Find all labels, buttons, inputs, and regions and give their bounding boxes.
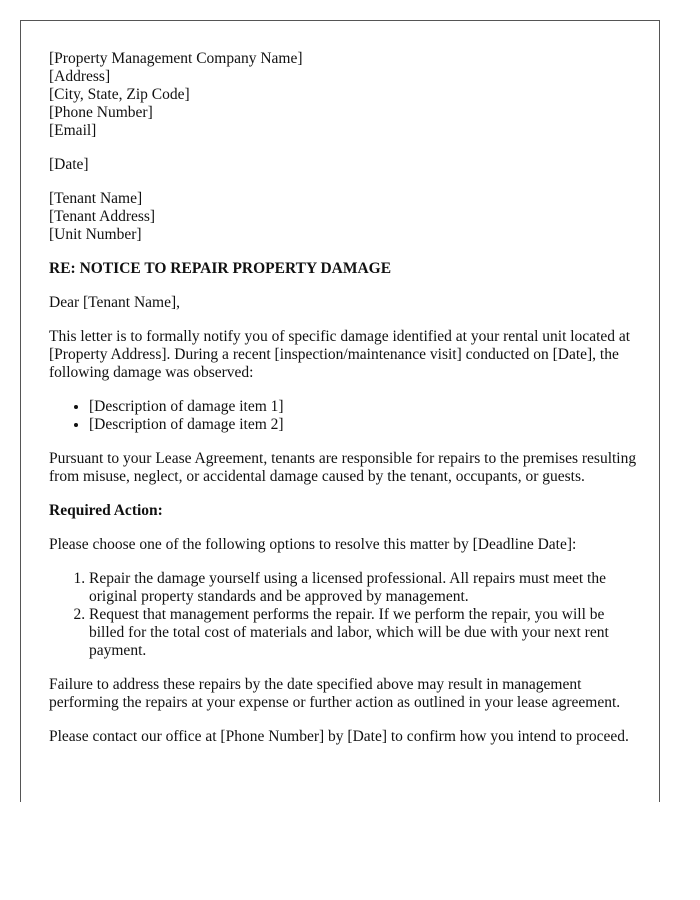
letter-page [20,20,660,802]
damage-item: • [Description of damage item 1] [89,398,639,416]
subject-line: RE: NOTICE TO REPAIR PROPERTY DAMAGE [49,260,392,277]
sender-phone: [Phone Number] [49,104,153,121]
damage-item: • [Description of damage item 2] [89,416,639,434]
options-list [49,570,639,660]
sender-email: [Email] [49,122,97,139]
required-action-heading: Required Action: [49,502,163,519]
recipient-block [49,190,639,244]
option-item: 2. Request that management performs the repair. If we perform the repair, you will be billed for the total cost of materials and labor, which will be due with your next rent payment. [89,606,639,660]
options-intro: Please choose one of the following options to resolve this matter by [Deadline Date]: [49,536,577,553]
lease-paragraph: Pursuant to your Lease Agreement, tenants are responsible for repairs to the premises resulting from misuse, neglect, or accidental damage caused by the tenant, occupants, or guests. [49,450,637,485]
failure-paragraph: Failure to address these repairs by the date specified above may result in management performing the repairs at your expense or further action as outlined in your lease agreement. [49,676,621,711]
damage-list [49,398,639,434]
salutation: Dear [Tenant Name], [49,294,181,311]
contact-paragraph: Please contact our office at [Phone Number] by [Date] to confirm how you intend to proceed. [49,728,629,745]
intro-paragraph: This letter is to formally notify you of specific damage identified at your rental unit located at [Property Address]. During a recent [inspection/maintenance visit] conducted on [Date], the following damage was observed: [49,328,631,381]
recipient-unit: [Unit Number] [49,226,142,243]
letter-body [49,50,639,762]
sender-city-state-zip: [City, State, Zip Code] [49,86,190,103]
letter-date: [Date] [49,156,89,173]
option-item: 1. Repair the damage yourself using a licensed professional. All repairs must meet the original property standards and be approved by management. [89,570,639,606]
recipient-address: [Tenant Address] [49,208,156,225]
sender-company: [Property Management Company Name] [49,50,303,67]
sender-block [49,50,639,140]
recipient-name: [Tenant Name] [49,190,143,207]
sender-address: [Address] [49,68,111,85]
